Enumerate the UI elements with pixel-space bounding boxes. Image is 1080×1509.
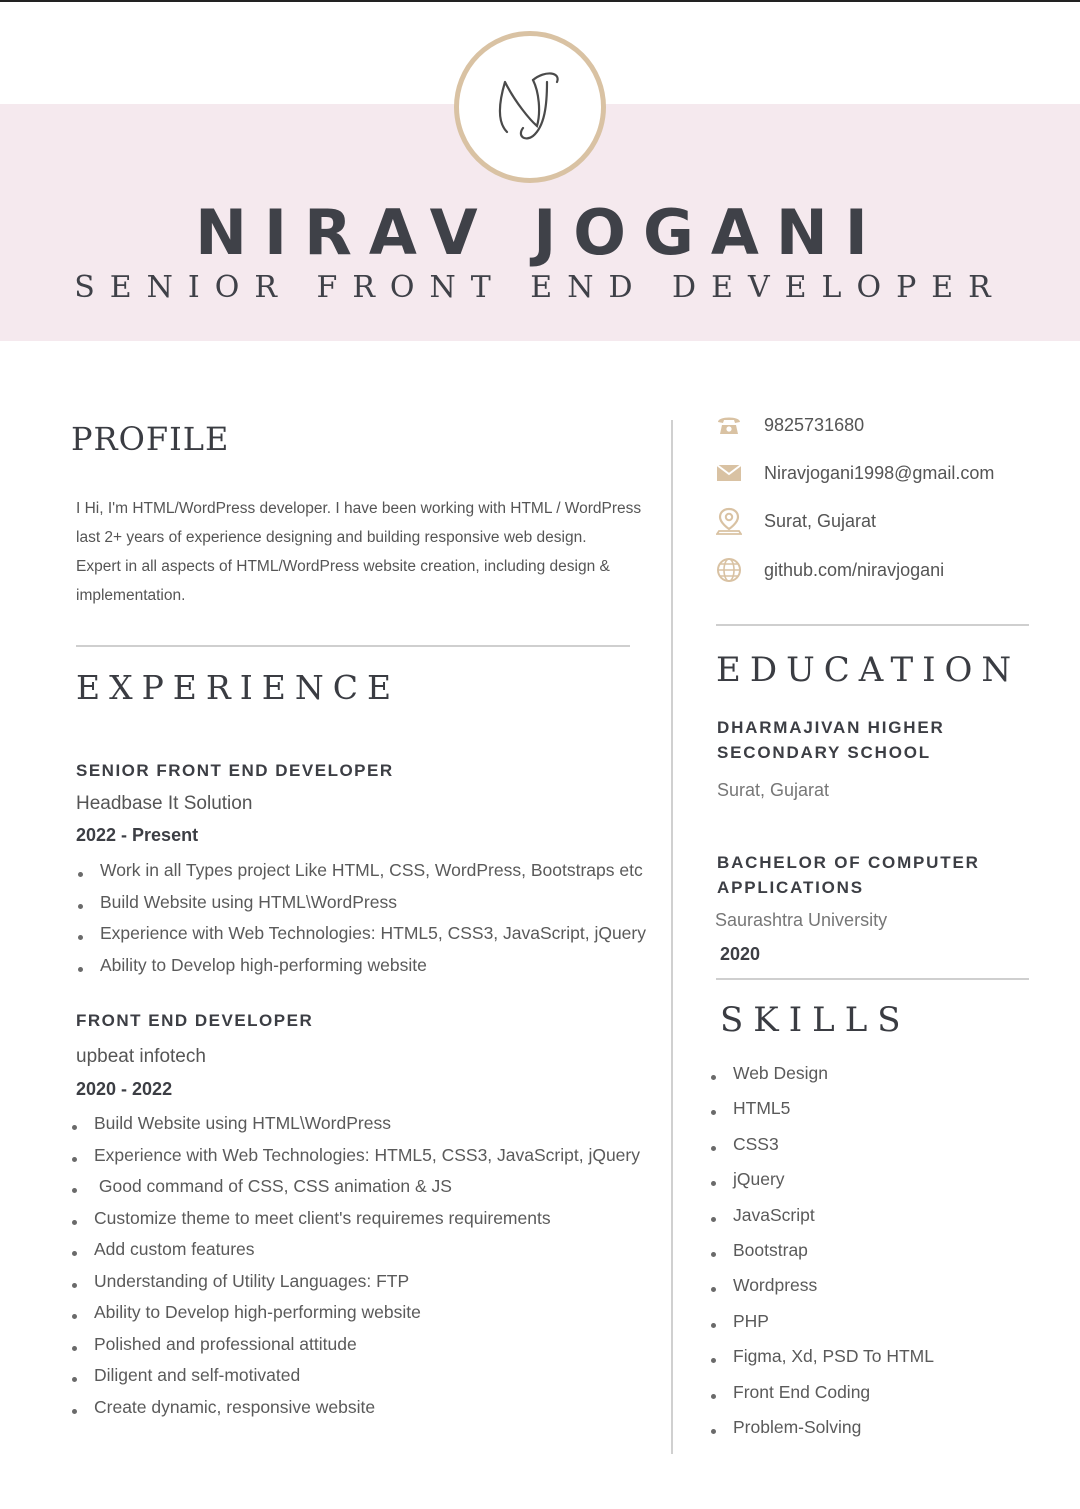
job-title: SENIOR FRONT END DEVELOPER	[76, 761, 394, 780]
globe-icon	[716, 557, 742, 583]
list-item: Ability to Develop high-performing website	[70, 1302, 640, 1334]
experience-heading: EXPERIENCE	[76, 668, 401, 707]
skills-heading: SKILLS	[720, 1000, 911, 1040]
github-link[interactable]: github.com/niravjogani	[764, 559, 945, 580]
list-item: Experience with Web Technologies: HTML5, CSS3, JavaScript, jQuery	[70, 1145, 640, 1177]
list-item: CSS3	[709, 1134, 934, 1169]
job-period: 2020 - 2022	[76, 1079, 173, 1099]
list-item: JavaScript	[709, 1205, 934, 1240]
list-item: Figma, Xd, PSD To HTML	[709, 1346, 934, 1381]
list-item: Web Design	[709, 1063, 934, 1098]
education-school: DHARMAJIVAN HIGHER SECONDARY SCHOOL	[717, 718, 945, 762]
profile-heading: PROFILE	[71, 420, 230, 458]
job-company: Headbase It Solution	[76, 793, 253, 814]
phone-number: 9825731680	[764, 414, 865, 435]
education-school: BACHELOR OF COMPUTER APPLICATIONS	[717, 853, 980, 897]
list-item: Ability to Develop high-performing website	[76, 955, 646, 987]
list-item: jQuery	[709, 1169, 934, 1204]
list-item: Work in all Types project Like HTML, CSS, WordPress, Bootstraps etc	[76, 860, 646, 892]
top-border-line	[0, 0, 1080, 2]
email-address[interactable]: Niravjogani1998@gmail.com	[764, 462, 995, 483]
contact-github	[716, 557, 944, 583]
profile-paragraph-1: I Hi, I'm HTML/WordPress developer. I have been working with HTML / WordPress last 2+ years of experience designing and building responsive web design.	[76, 500, 642, 546]
job-bullet-list	[70, 1113, 640, 1428]
phone-icon	[716, 412, 742, 438]
job-period: 2022 - Present	[76, 825, 199, 845]
education-place: Saurashtra University	[715, 910, 888, 930]
list-item: Bootstrap	[709, 1240, 934, 1275]
list-item: HTML5	[709, 1098, 934, 1133]
profile-text	[76, 494, 651, 610]
location-text: Surat, Gujarat	[764, 510, 877, 531]
list-item: Build Website using HTML\WordPress	[76, 892, 646, 924]
list-item: Polished and professional attitude	[70, 1334, 640, 1366]
education-place: Surat, Gujarat	[717, 780, 830, 800]
list-item: Experience with Web Technologies: HTML5, CSS3, JavaScript, jQuery	[76, 923, 646, 955]
list-item: Build Website using HTML\WordPress	[70, 1113, 640, 1145]
job-bullet-list	[76, 860, 646, 986]
contact-email	[716, 460, 994, 486]
skills-list	[709, 1063, 934, 1452]
list-item: Understanding of Utility Languages: FTP	[70, 1271, 640, 1303]
profile-paragraph-2: Expert in all aspects of HTML/WordPress website creation, including design & implementation.	[76, 558, 610, 604]
list-item: Customize theme to meet client's requiremes requirements	[70, 1208, 640, 1240]
list-item: Problem-Solving	[709, 1417, 934, 1452]
contact-phone	[716, 412, 864, 438]
monogram-logo	[454, 31, 606, 183]
email-icon	[716, 460, 742, 486]
education-heading: EDUCATION	[716, 650, 1021, 690]
job-company: upbeat infotech	[76, 1046, 206, 1067]
list-item: Diligent and self-motivated	[70, 1365, 640, 1397]
candidate-name: NIRAV JOGANI	[195, 196, 885, 269]
list-item: Create dynamic, responsive website	[70, 1397, 640, 1429]
contact-divider	[716, 624, 1029, 626]
list-item: PHP	[709, 1311, 934, 1346]
column-divider	[671, 420, 673, 1454]
candidate-role: SENIOR FRONT END DEVELOPER	[74, 270, 1006, 305]
profile-divider	[76, 645, 630, 647]
list-item: Front End Coding	[709, 1382, 934, 1417]
list-item: Add custom features	[70, 1239, 640, 1271]
location-pin-icon	[716, 508, 742, 534]
education-divider	[716, 978, 1029, 980]
list-item: Good command of CSS, CSS animation & JS	[70, 1176, 640, 1208]
monogram-nj-icon	[475, 52, 585, 162]
contact-location	[716, 508, 876, 534]
job-title: FRONT END DEVELOPER	[76, 1011, 314, 1030]
list-item: Wordpress	[709, 1275, 934, 1310]
education-year: 2020	[720, 944, 761, 964]
